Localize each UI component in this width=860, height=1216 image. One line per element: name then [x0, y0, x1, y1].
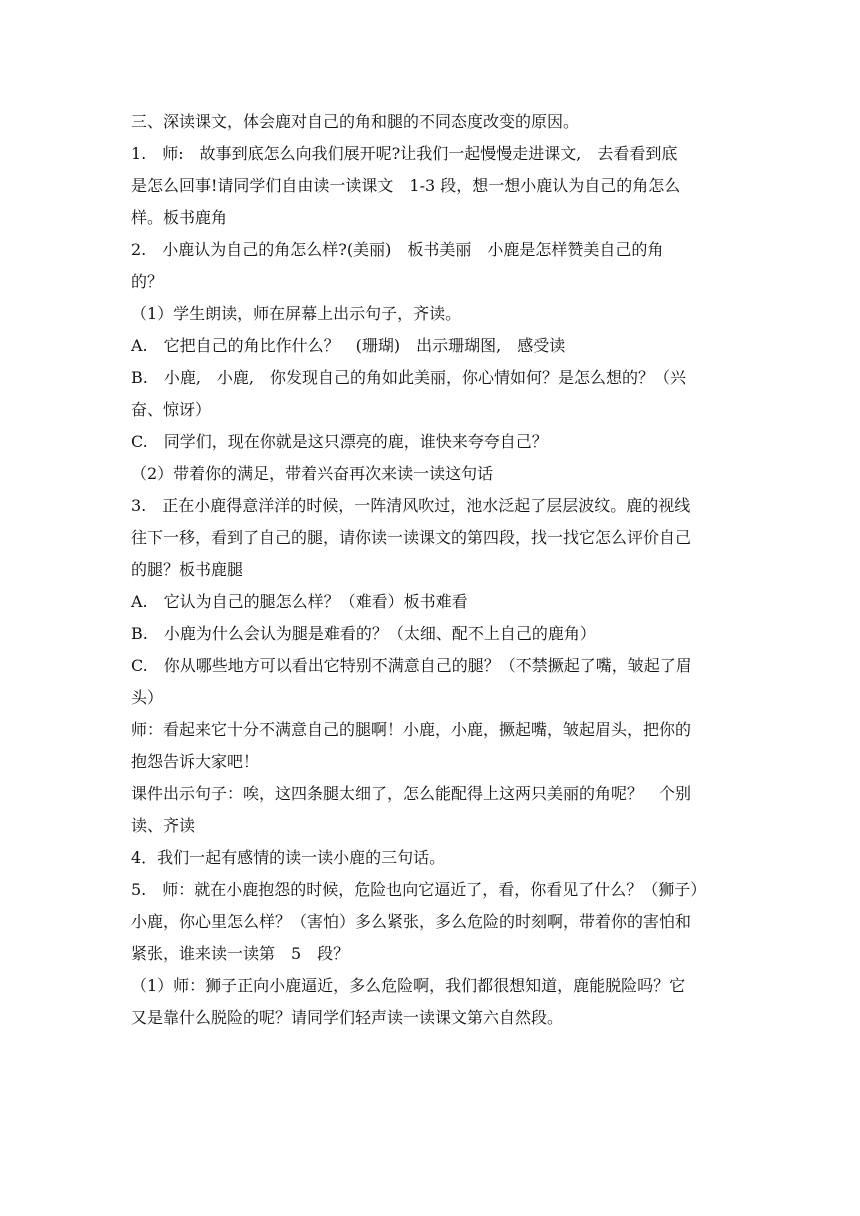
text-line: 又是靠什么脱险的呢？请同学们轻声读一读课文第六自然段。	[131, 1008, 564, 1027]
text-line: 1. 师: 故事到底怎么向我们展开呢?让我们一起慢慢走进课文, 去看看到底	[131, 144, 678, 163]
text-line: （2）带着你的满足，带着兴奋再次来读一读这句话	[131, 464, 494, 483]
text-line: （1）师：狮子正向小鹿逼近，多么危险啊，我们都很想知道，鹿能脱险吗？它	[131, 976, 686, 995]
text-line: 样。板书鹿角	[131, 208, 228, 227]
text-line: 是怎么回事!请同学们自由读一读课文 1-3 段，想一想小鹿认为自己的角怎么	[131, 176, 681, 195]
text-line: 往下一移，看到了自己的腿，请你读一读课文的第四段，找一找它怎么评价自己	[131, 528, 692, 547]
text-line: 奋、惊讶）	[131, 400, 212, 419]
text-line: 的腿？板书鹿腿	[131, 560, 244, 579]
text-line: 的？	[131, 272, 164, 291]
text-line: 读、齐读	[131, 816, 196, 835]
text-line: 课件出示句子：唉，这四条腿太细了，怎么能配得上这两只美丽的角呢？ 个别	[131, 784, 692, 803]
text-line: 4．我们一起有感情的读一读小鹿的三句话。	[131, 848, 446, 867]
text-line: 2. 小鹿认为自己的角怎么样?(美丽) 板书美丽 小鹿是怎样赞美自己的角	[131, 240, 664, 259]
text-line: 5. 师：就在小鹿抱怨的时候，危险也向它逼近了，看，你看见了什么？（狮子）	[131, 880, 707, 899]
text-line: 师：看起来它十分不满意自己的腿啊！小鹿，小鹿，撅起嘴，皱起眉头，把你的	[131, 720, 692, 739]
document-body	[131, 106, 731, 1034]
section-heading: 三、深读课文，体会鹿对自己的角和腿的不同态度改变的原因。	[131, 112, 580, 131]
text-line: 小鹿，你心里怎么样？（害怕）多么紧张，多么危险的时刻啊，带着你的害怕和	[131, 912, 692, 931]
text-line: A. 它认为自己的腿怎么样？（难看）板书难看	[131, 592, 468, 611]
text-line: B. 小鹿, 小鹿, 你发现自己的角如此美丽，你心情如何？是怎么想的？（兴	[131, 368, 687, 387]
text-line: B. 小鹿为什么会认为腿是难看的？（太细、配不上自己的鹿角）	[131, 624, 596, 643]
text-line: C. 同学们，现在你就是这只漂亮的鹿，谁快来夸夸自己？	[131, 432, 548, 451]
text-line: 头）	[131, 688, 164, 707]
text-line: A. 它把自己的角比作什么？ (珊瑚) 出示珊瑚图, 感受读	[131, 336, 566, 355]
text-line: 抱怨告诉大家吧！	[131, 752, 260, 771]
text-line: C. 你从哪些地方可以看出它特别不满意自己的腿？（不禁撅起了嘴，皱起了眉	[131, 656, 692, 675]
text-line: （1）学生朗读，师在屏幕上出示句子，齐读。	[131, 304, 462, 323]
text-line: 紧张，谁来读一读第 5 段？	[131, 944, 350, 963]
text-line: 3. 正在小鹿得意洋洋的时候，一阵清风吹过，池水泛起了层层波纹。鹿的视线	[131, 496, 691, 515]
